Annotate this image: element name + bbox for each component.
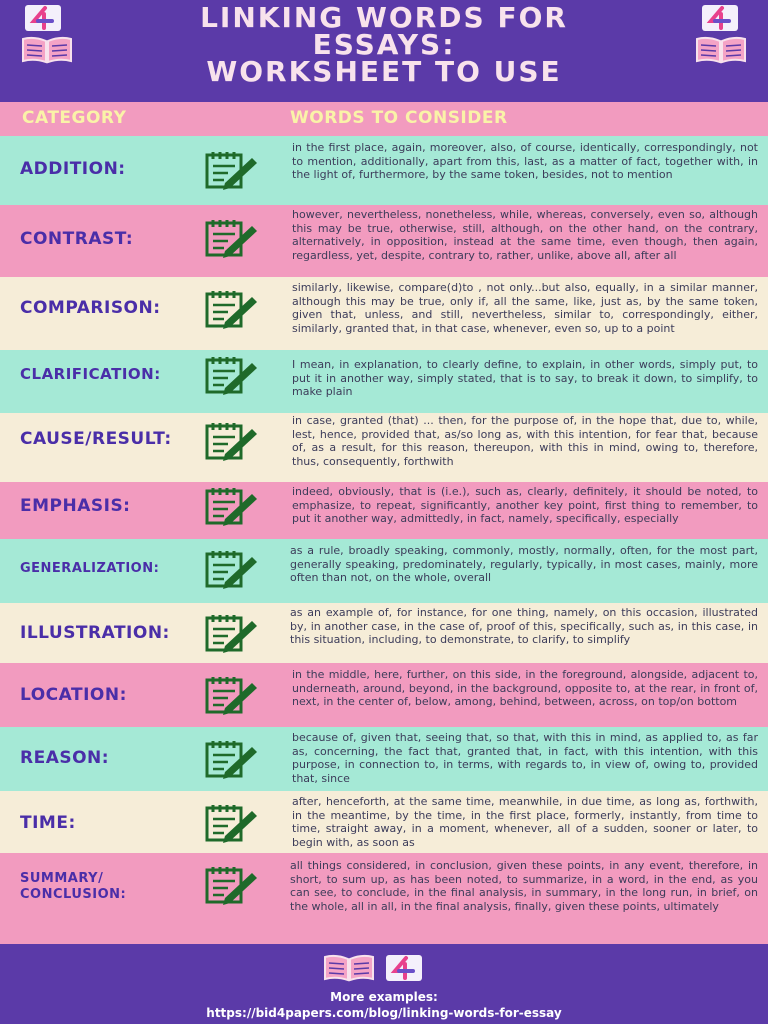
bid4papers-logo-icon[interactable]: [386, 955, 422, 981]
open-book-icon: [322, 954, 376, 982]
column-header-row: [0, 102, 768, 136]
category-label: EMPHASIS:: [20, 496, 131, 516]
row-location: [0, 663, 768, 727]
clipboard-pencil-icon: [204, 613, 260, 653]
clipboard-pencil-icon: [204, 289, 260, 329]
more-examples-link[interactable]: https://bid4papers.com/blog/linking-words-for-essay: [206, 1006, 562, 1020]
words-list: all things considered, in conclusion, given these points, in any event, therefore, in short, to sum up, as has been noted, to summarize, in a word, in the end, as you can see, to conclude, in the final analysis, in summary, in the long run, in brief, on the whole, all in all, in the final analysis, finally, given these points, ultimately: [290, 859, 758, 913]
column-header-category: CATEGORY: [22, 108, 127, 128]
column-header-words: WORDS TO CONSIDER: [290, 108, 508, 128]
category-label: CAUSE/RESULT:: [20, 429, 172, 449]
clipboard-pencil-icon: [204, 549, 260, 589]
clipboard-pencil-icon: [204, 421, 260, 461]
row-contrast: [0, 205, 768, 277]
words-list: in the middle, here, further, on this side, in the foreground, alongside, adjacent to, underneath, around, beyond, in the background, opposite to, at the rear, in front of, next, in the center of, below, among, behind, between, across, on top/on bottom: [292, 668, 758, 708]
category-label-line-2: CONCLUSION:: [20, 887, 127, 902]
footer: [0, 944, 768, 1024]
row-clarification: [0, 350, 768, 413]
words-list: because of, given that, seeing that, so that, with this in mind, as applied to, as far as, concerning, the fact that, granted that, in fact, with this intention, with this purpose, in connection to, in terms, with regards to, in view of, owing to, provided that, since: [292, 731, 758, 785]
bid4papers-logo-icon[interactable]: [702, 5, 738, 31]
row-cause-result: [0, 413, 768, 482]
clipboard-pencil-icon: [204, 675, 260, 715]
category-label: ADDITION:: [20, 159, 126, 179]
category-label: CONTRAST:: [20, 229, 134, 249]
words-list: in the first place, again, moreover, also, of course, identically, correspondingly, not to mention, additionally, apart from this, last, as a matter of fact, together with, in the light of, furthermore, by the same token, besides, not to mention: [292, 141, 758, 181]
row-addition: [0, 136, 768, 205]
page-title: [90, 1, 678, 88]
words-list: after, henceforth, at the same time, meanwhile, in due time, as long as, forthwith, in the meantime, by the time, in the first place, formerly, instantly, from time to time, straight away, in a moment, whenever, all of a sudden, sooner or later, to begin with, as soon as: [292, 795, 758, 849]
title-line-1: LINKING WORDS FOR: [200, 1, 568, 34]
category-label: GENERALIZATION:: [20, 561, 160, 576]
category-label: CLARIFICATION:: [20, 365, 161, 383]
row-illustration: [0, 603, 768, 663]
row-reason: [0, 727, 768, 791]
words-list: indeed, obviously, that is (i.e.), such as, clearly, definitely, it should be noted, to emphasize, to repeat, significantly, another key point, first thing to remember, to put it another way, admittedly, in fact, namely, specifically, especially: [292, 485, 758, 525]
words-list: I mean, in explanation, to clearly define, to explain, in other words, simply put, to put it in another way, simply stated, that is to say, to break it down, to simplify, to make plain: [292, 358, 758, 398]
row-generalization: [0, 539, 768, 603]
bid4papers-logo-icon[interactable]: [25, 5, 61, 31]
row-time: [0, 791, 768, 853]
clipboard-pencil-icon: [204, 150, 260, 190]
words-list: in case, granted (that) ... then, for the purpose of, in the hope that, due to, while, lest, hence, provided that, as/so long as, with this intention, for fear that, because of, as a result, for this reason, thereupon, with this in mind, owing to, therefore, thus, consequently, forthwith: [292, 414, 758, 468]
title-line-2: ESSAYS:: [312, 28, 456, 61]
clipboard-pencil-icon: [204, 865, 260, 905]
clipboard-pencil-icon: [204, 218, 260, 258]
words-list: however, nevertheless, nonetheless, while, whereas, conversely, even so, although this may be true, otherwise, still, although, on the other hand, on the contrary, alternatively, in opposition, instead at the same time, even though, then again, regardless, yet, despite, contrary to, rather, unlike, above all, after all: [292, 208, 758, 262]
category-label: LOCATION:: [20, 685, 127, 705]
words-list: similarly, likewise, compare(d)to , not only...but also, equally, in a similar manner, although this may be true, only if, all the same, like, just as, by the same token, given that, unless, and still, nevertheless, similar to, correspondingly, either, similarly, granted that, in that case, whenever, even so, up to a point: [292, 281, 758, 335]
category-label: REASON:: [20, 748, 110, 768]
category-label: COMPARISON:: [20, 298, 161, 318]
row-summary-conclusion: [0, 853, 768, 944]
clipboard-pencil-icon: [204, 486, 260, 526]
category-label-line-1: SUMMARY/: [20, 871, 104, 886]
clipboard-pencil-icon: [204, 355, 260, 395]
words-list: as a rule, broadly speaking, commonly, mostly, normally, often, for the most part, generally speaking, predominately, regularly, typically, in most cases, mainly, more often than not, on the whole, overall: [290, 544, 758, 584]
open-book-icon: [694, 36, 748, 64]
more-examples-label: More examples:: [330, 990, 438, 1004]
words-list: as an example of, for instance, for one thing, namely, on this occasion, illustrated by, in another case, in the case of, proof of this, specifically, such as, in this case, in this situation, including, to demonstrate, to clarify, to simplify: [290, 606, 758, 646]
row-emphasis: [0, 482, 768, 539]
clipboard-pencil-icon: [204, 739, 260, 779]
category-label: [20, 871, 126, 903]
header-banner: [0, 0, 768, 102]
clipboard-pencil-icon: [204, 803, 260, 843]
title-line-3: WORKSHEET TO USE: [206, 55, 562, 88]
open-book-icon: [20, 36, 74, 64]
category-label: TIME:: [20, 813, 76, 833]
row-comparison: [0, 277, 768, 350]
category-label: ILLUSTRATION:: [20, 623, 170, 643]
